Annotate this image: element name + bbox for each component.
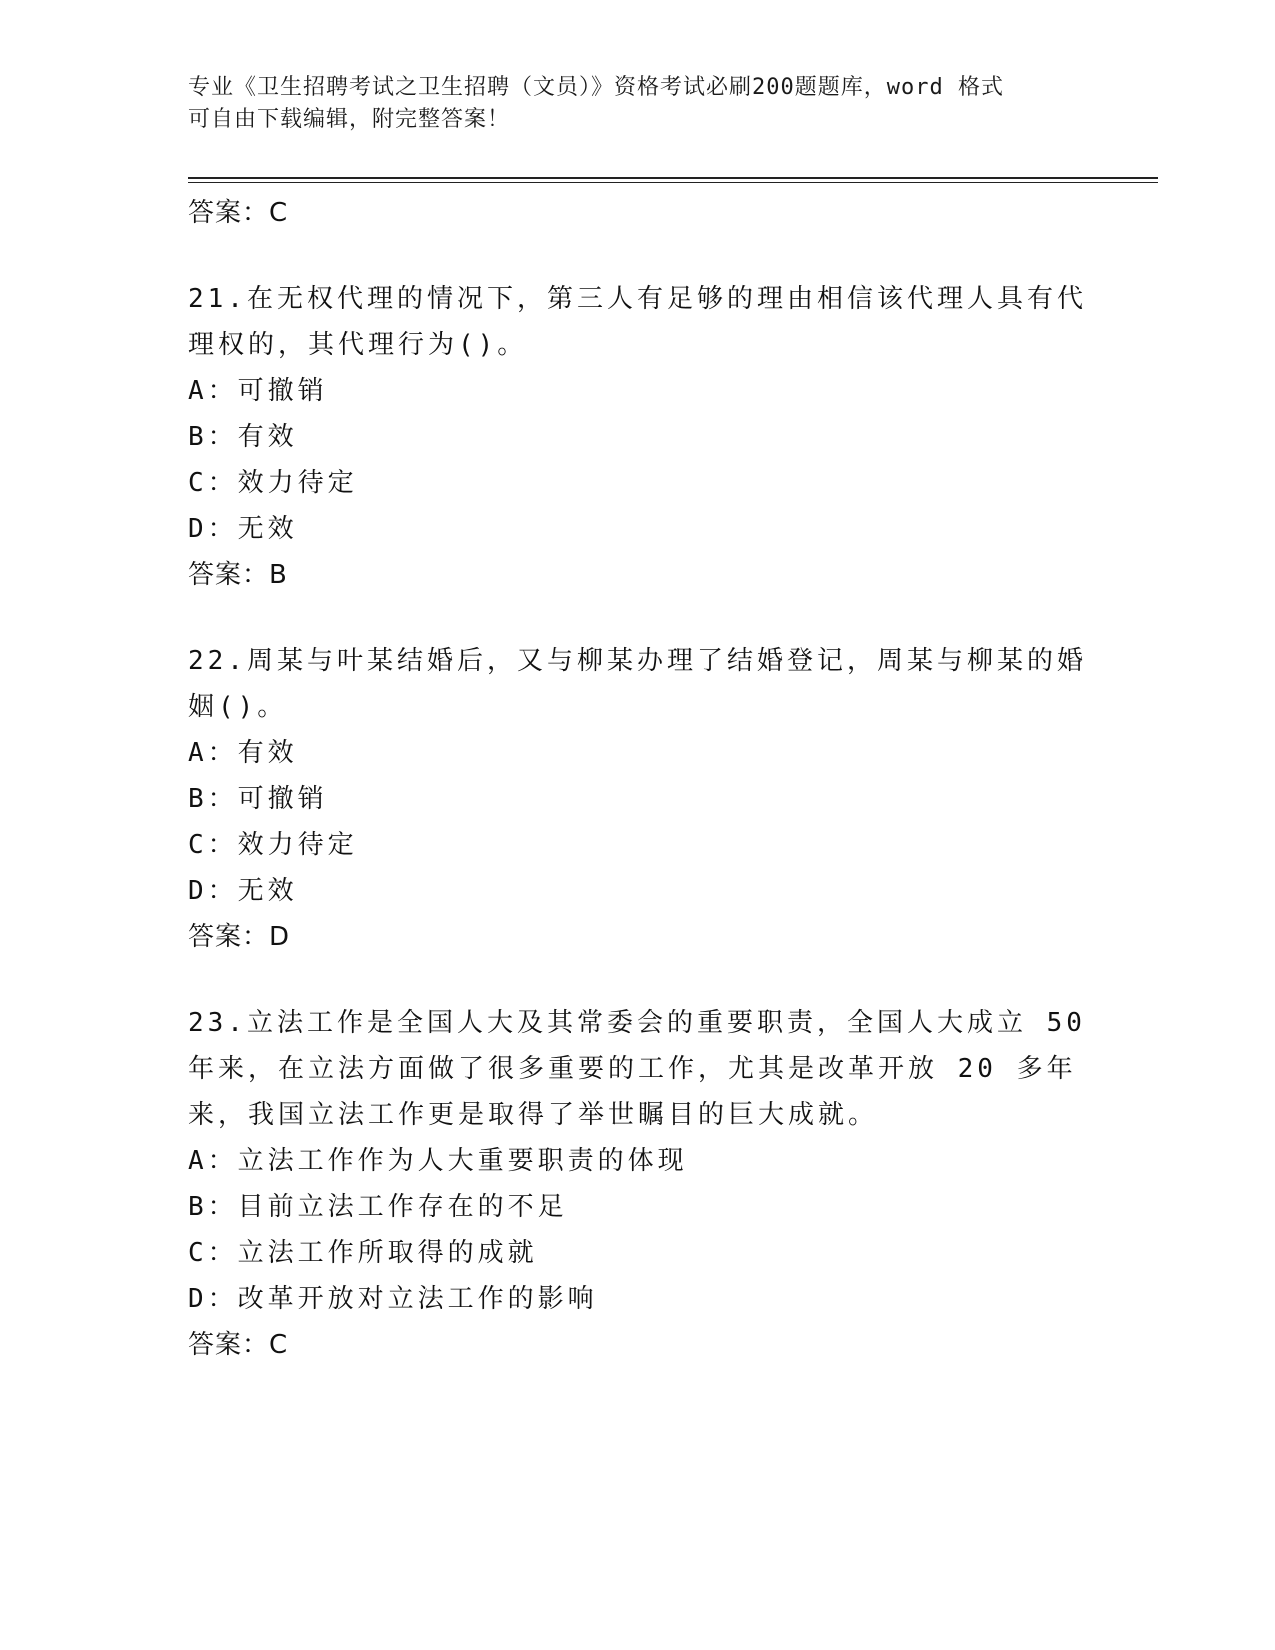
header-divider-thin <box>188 182 1158 183</box>
option-b: B：有效 <box>188 422 298 452</box>
question-text: 22.周某与叶某结婚后，又与柳某办理了结婚登记，周某与柳某的婚姻()。 <box>188 646 1087 722</box>
header-title-line-2: 可自由下载编辑，附完整答案！ <box>188 107 511 132</box>
option-c: C：效力待定 <box>188 830 358 860</box>
option-b: B：目前立法工作存在的不足 <box>188 1192 568 1222</box>
option-d: D：改革开放对立法工作的影响 <box>188 1284 598 1314</box>
option-c: C：效力待定 <box>188 468 358 498</box>
question-answer: 答案：D <box>188 922 291 952</box>
page-header <box>188 72 1088 136</box>
option-a: A：有效 <box>188 738 298 768</box>
option-b: B：可撤销 <box>188 784 328 814</box>
question-text: 23.立法工作是全国人大及其常委会的重要职责，全国人大成立 50 年来，在立法方面做了很多重要的工作，尤其是改革开放 20 多年来，我国立法工作更是取得了举世瞩目的巨大成就。 <box>188 1008 1086 1130</box>
option-d: D：无效 <box>188 514 298 544</box>
question-23 <box>188 1000 1088 1368</box>
question-answer: 答案：B <box>188 560 288 590</box>
option-a: A：立法工作作为人大重要职责的体现 <box>188 1146 688 1176</box>
header-divider-thick <box>188 177 1158 179</box>
previous-question-answer: 答案：C <box>188 198 289 228</box>
option-d: D：无效 <box>188 876 298 906</box>
question-list <box>188 190 1088 1368</box>
question-answer: 答案：C <box>188 1330 289 1360</box>
question-text: 21.在无权代理的情况下，第三人有足够的理由相信该代理人具有代理权的，其代理行为()。 <box>188 284 1087 360</box>
header-title-line-1: 专业《卫生招聘考试之卫生招聘（文员）》资格考试必刷200题题库，word 格式 <box>188 75 1004 100</box>
question-22 <box>188 638 1088 960</box>
option-a: A：可撤销 <box>188 376 328 406</box>
question-21 <box>188 276 1088 598</box>
option-c: C：立法工作所取得的成就 <box>188 1238 538 1268</box>
